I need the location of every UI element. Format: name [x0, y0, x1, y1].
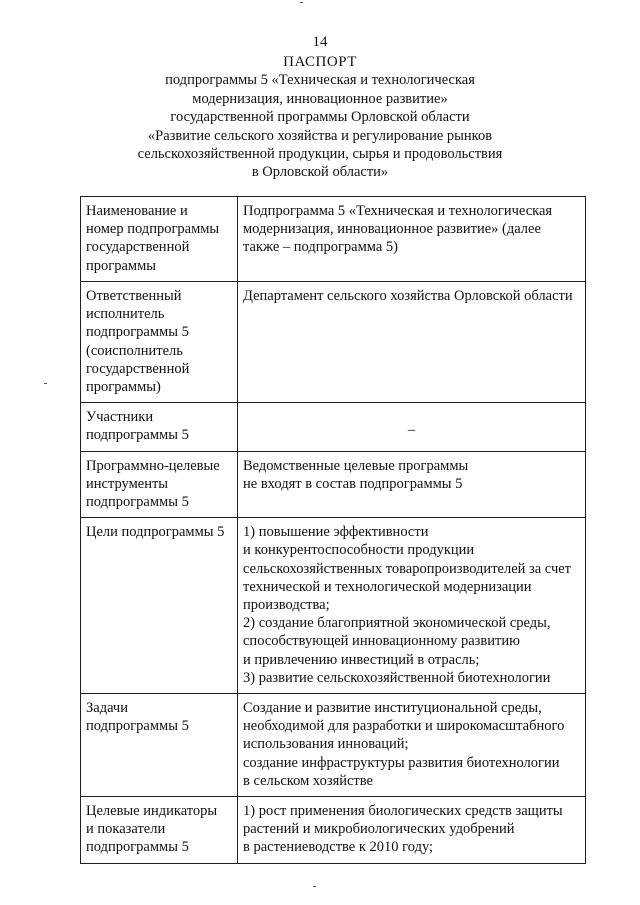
label-line: государственной	[86, 239, 190, 256]
header-line: модернизация, инновационное развитие»	[192, 90, 448, 107]
row-value-cell	[238, 451, 586, 518]
table-row	[81, 403, 586, 451]
label-line: исполнитель	[86, 306, 165, 323]
row-label-cell	[81, 197, 238, 282]
header-line: «Развитие сельского хозяйства и регулирование рынков	[147, 127, 493, 144]
passport-table	[80, 196, 586, 864]
value-line: и привлечению инвестиций в отрасль;	[243, 651, 480, 668]
label-line: инструменты	[86, 475, 169, 492]
scan-speck	[44, 383, 47, 384]
table-row	[81, 797, 586, 864]
value-line: и конкурентоспособности продукции	[243, 542, 475, 559]
table-row	[81, 518, 586, 694]
label-line: Задачи	[86, 700, 128, 717]
label-line: Целевые индикаторы	[86, 803, 218, 820]
table-row	[81, 282, 586, 403]
label-line: номер подпрограммы	[86, 221, 220, 238]
value-line: использования инноваций;	[243, 736, 409, 753]
value-line: в растениеводстве к 2010 году;	[243, 839, 434, 856]
value-line: 2) создание благоприятной экономической среды,	[243, 615, 551, 632]
value-line: 1) рост применения биологических средств защиты	[243, 803, 563, 820]
value-line: Ведомственные целевые программы	[243, 457, 469, 474]
scan-speck	[313, 886, 316, 887]
row-value-cell	[238, 694, 586, 797]
row-label-cell	[81, 451, 238, 518]
table-row	[81, 197, 586, 282]
document-title: ПАСПОРТ	[283, 54, 357, 70]
row-label-cell	[81, 282, 238, 403]
row-value-cell	[238, 403, 586, 451]
label-line: подпрограммы 5	[86, 427, 189, 444]
label-line: Программно-целевые	[86, 457, 220, 474]
row-value-cell	[238, 197, 586, 282]
header-line: в Орловской области»	[251, 164, 389, 181]
row-label-cell	[81, 518, 238, 694]
label-line: и показатели	[86, 821, 166, 838]
label-line: программы	[86, 257, 156, 274]
page-number: 14	[312, 34, 328, 50]
value-line: создание инфраструктуры развития биотехнологии	[243, 754, 560, 771]
label-line: государственной	[86, 360, 190, 377]
row-label-cell	[81, 403, 238, 451]
value-line: в сельском хозяйстве	[243, 772, 373, 789]
value-line: Подпрограмма 5 «Техническая и технологическая	[243, 203, 553, 219]
table-row	[81, 451, 586, 518]
table-row	[81, 694, 586, 797]
label-line: (соисполнитель	[86, 342, 183, 359]
value-line: также – подпрограмма 5)	[243, 239, 399, 256]
value-line: необходимой для разработки и широкомасштабного	[243, 718, 565, 735]
value-line: сельскохозяйственных товаропроизводителей за счет	[243, 560, 572, 577]
row-value-cell	[238, 518, 586, 694]
header-line: сельскохозяйственной продукции, сырья и продовольствия	[137, 146, 503, 163]
label-line: Ответственный	[86, 288, 182, 304]
value-line: растений и микробиологических удобрений	[243, 821, 515, 838]
scan-speck	[300, 2, 303, 3]
value-line: модернизация, инновационное развитие» (далее	[243, 221, 541, 238]
value-line: Департамент сельского хозяйства Орловской области	[243, 288, 573, 304]
row-value-cell	[238, 282, 586, 403]
row-label-cell	[81, 694, 238, 797]
label-line: Участники	[86, 409, 154, 426]
value-line: 3) развитие сельскохозяйственной биотехнологии	[243, 669, 551, 686]
label-line: подпрограммы 5	[86, 324, 189, 341]
header-line: государственной программы Орловской области	[170, 109, 470, 126]
label-line: подпрограммы 5	[86, 718, 189, 735]
value-line: способствующей инновационному развитию	[243, 633, 520, 650]
row-value-cell	[238, 797, 586, 864]
value-line: 1) повышение эффективности	[243, 524, 429, 541]
value-line: производства;	[243, 597, 330, 614]
header-line: подпрограммы 5 «Техническая и технологическая	[165, 72, 475, 89]
value-line: Создание и развитие институциональной среды,	[243, 700, 542, 717]
label-line: подпрограммы 5	[86, 494, 189, 511]
label-line: Цели подпрограммы 5	[86, 524, 225, 541]
label-line: Наименование и	[86, 203, 188, 219]
label-line: программы)	[86, 379, 161, 396]
value-line: технической и технологической модернизации	[243, 578, 532, 595]
row-label-cell	[81, 797, 238, 864]
empty-dash: –	[407, 422, 416, 439]
value-line: не входят в состав подпрограммы 5	[243, 475, 463, 492]
label-line: подпрограммы 5	[86, 839, 189, 856]
document-header	[0, 53, 640, 182]
